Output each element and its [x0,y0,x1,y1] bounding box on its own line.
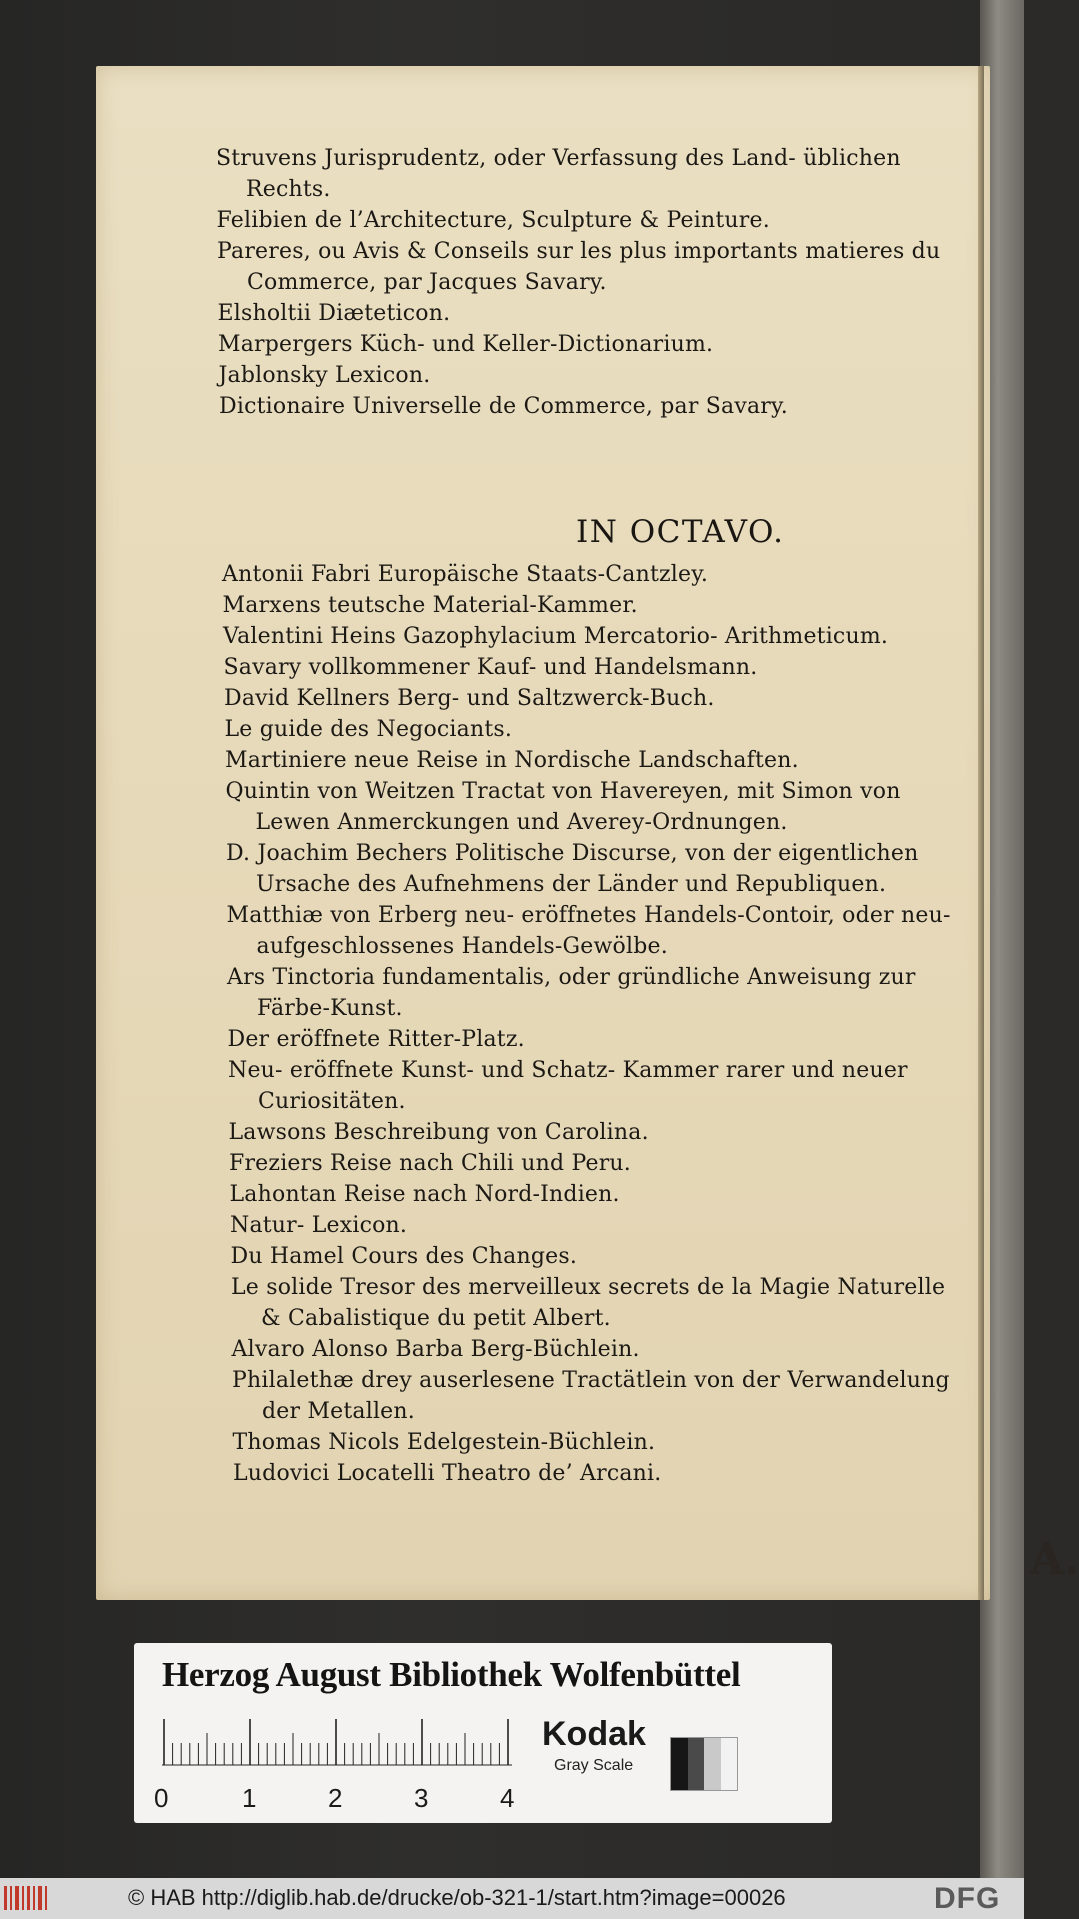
catalogue-entry: Philalethæ drey auserlesene Tractätlein von der Verwandelung [232,1368,950,1393]
kodak-gray-scale-label: Gray Scale [554,1757,634,1774]
catalogue-entry-continuation: der Metallen. [262,1399,415,1424]
catalogue-entry-continuation: Commerce, par Jacques Savary. [247,270,607,295]
ruler-scale [162,1715,512,1767]
catalogue-entry: Savary vollkommener Kauf- und Handelsmann. [223,655,758,680]
catalogue-entry-continuation: Rechts. [246,177,331,202]
catalogue-entry: Quintin von Weitzen Tractat von Havereyen, mit Simon von [225,779,901,804]
hab-barcode-logo-icon [4,1884,48,1912]
catalogue-entry-continuation: Curiositäten. [258,1089,406,1114]
gray-patch [671,1738,688,1790]
catalogue-entry: Natur- Lexicon. [230,1213,408,1238]
gray-patch [704,1738,721,1790]
catalogue-entry: D. Joachim Bechers Politische Discurse, von der eigentlichen [226,841,919,866]
catalogue-entry: Du Hamel Cours des Changes. [230,1244,578,1269]
catalogue-entry: David Kellners Berg- und Saltzwerck-Buch. [224,686,715,711]
catalogue-entry: Thomas Nicols Edelgestein-Büchlein. [232,1430,656,1455]
ruler-number: 0 [154,1783,169,1813]
catalogue-entry: Struvens Jurisprudentz, oder Verfassung des Land- üblichen [216,146,901,171]
ruler-number: 4 [500,1783,515,1813]
catalogue-entry: Ludovici Locatelli Theatro de’ Arcani. [233,1461,662,1486]
page-fold [978,66,984,1600]
catalogue-entry: Martiniere neue Reise in Nordische Landschaften. [225,748,799,773]
section-heading: IN OCTAVO. [576,514,785,550]
catalogue-entry: Elsholtii Diæteticon. [217,301,451,326]
ruler-number: 2 [328,1783,343,1813]
ruler-numbers [154,1783,554,1813]
library-title: Herzog August Bibliothek Wolfenbüttel [162,1655,741,1694]
copyright-url[interactable]: © HAB http://diglib.hab.de/drucke/ob-321-1/start.htm?image=00026 [128,1885,786,1910]
catalogue-entry: Der eröffnete Ritter-Platz. [227,1027,525,1052]
catalogue-entry: Felibien de l’Architecture, Sculpture & Peinture. [216,208,770,233]
catalogue-entry: Freziers Reise nach Chili und Peru. [229,1151,631,1176]
catchword: A. [1030,1534,1079,1585]
book-page [96,66,1079,1600]
catalogue-entry-continuation: Ursache des Aufnehmens der Länder und Republiquen. [256,872,887,897]
catalogue-entry-continuation: Lewen Anmerckungen und Averey-Ordnungen. [255,810,788,835]
gray-patch [688,1738,705,1790]
catalogue-entry: Lahontan Reise nach Nord-Indien. [229,1182,620,1207]
gray-patch [721,1738,738,1790]
kodak-brand: Kodak [542,1715,646,1753]
catalogue-entry: Ars Tinctoria fundamentalis, oder gründliche Anweisung zur [227,965,916,990]
catalogue-entry: Le solide Tresor des merveilleux secrets de la Magie Naturelle [231,1275,946,1300]
page-text [96,66,1079,1600]
dfg-logo: DFG [934,1882,1001,1915]
catalogue-entry-continuation: aufgeschlossenes Handels-Gewölbe. [256,934,668,959]
catalogue-entry: Matthiæ von Erberg neu- eröffnetes Handels-Contoir, oder neu- [226,903,951,928]
catalogue-entry: Marxens teutsche Material-Kammer. [222,593,638,618]
catalogue-entry: Antonii Fabri Europäische Staats-Cantzley. [222,562,709,587]
catalogue-entry-continuation: & Cabalistique du petit Albert. [261,1306,611,1331]
catalogue-entry-continuation: Färbe-Kunst. [257,996,403,1021]
catalogue-entry: Alvaro Alonso Barba Berg-Büchlein. [231,1337,640,1362]
catalogue-entry: Pareres, ou Avis & Conseils sur les plus importants matieres du [217,239,941,264]
catalogue-entry: Lawsons Beschreibung von Carolina. [228,1120,649,1145]
catalogue-entry: Le guide des Negociants. [224,717,513,742]
gray-scale-patches [670,1737,738,1791]
catalogue-entry: Valentini Heins Gazophylacium Mercatorio- Arithmeticum. [223,624,889,649]
catalogue-entry: Marpergers Küch- und Keller-Dictionarium. [218,332,714,357]
ruler-number: 3 [414,1783,429,1813]
catalogue-entry: Jablonsky Lexicon. [218,363,431,388]
library-scale-card [134,1643,832,1823]
viewer-footer [0,1878,1024,1919]
ruler-number: 1 [242,1783,257,1813]
catalogue-entry: Neu- eröffnete Kunst- und Schatz- Kammer rarer und neuer [228,1058,908,1083]
catalogue-entry: Dictionaire Universelle de Commerce, par Savary. [219,394,788,419]
